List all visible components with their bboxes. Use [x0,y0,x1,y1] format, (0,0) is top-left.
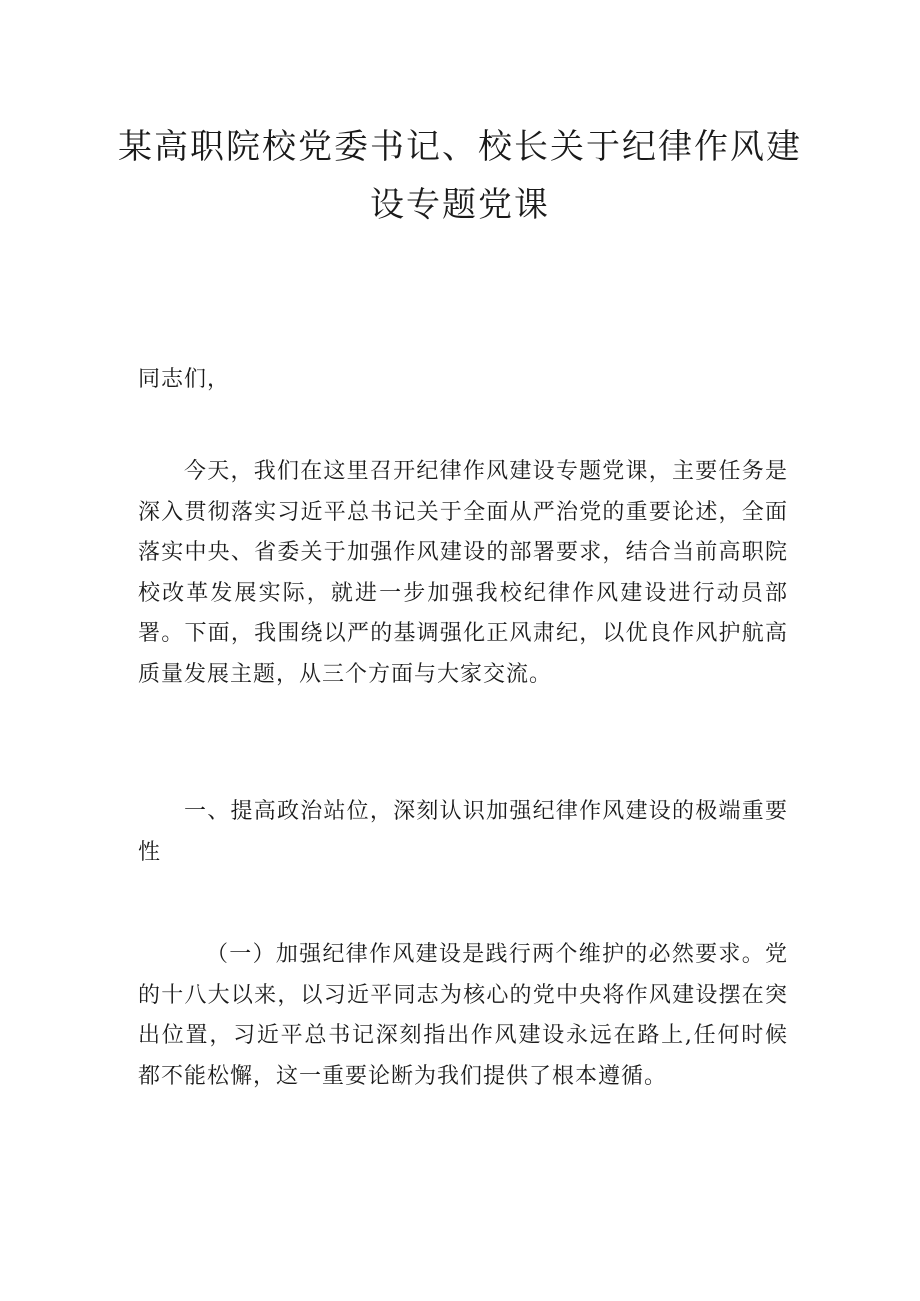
section-1-paragraph-1: （一）加强纪律作风建设是践行两个维护的必然要求。党的十八大以来，以习近平同志为核心的党中央将作风建设摆在突出位置，习近平总书记深刻指出作风建设永远在路上,任何时候都不能松懈，这一重要论断为我们提供了根本遵循。 [138,942,788,1089]
salutation: 同志们， [138,367,231,392]
intro-paragraph: 今天，我们在这里召开纪律作风建设专题党课，主要任务是深入贯彻落实习近平总书记关于全面从严治党的重要论述，全面落实中央、省委关于加强作风建设的部署要求，结合当前高职院校改革发展实际，就进一步加强我校纪律作风建设进行动员部署。下面，我围绕以严的基调强化正风肃纪，以优良作风护航高质量发展主题，从三个方面与大家交流。 [138,459,788,687]
section-heading-1: 一、提高政治站位，深刻认识加强纪律作风建设的极端重要性 [138,799,788,865]
document-title-line-2: 设专题党课 [370,185,550,225]
document-title-line-1: 某高职院校党委书记、校长关于纪律作风建 [118,127,802,167]
